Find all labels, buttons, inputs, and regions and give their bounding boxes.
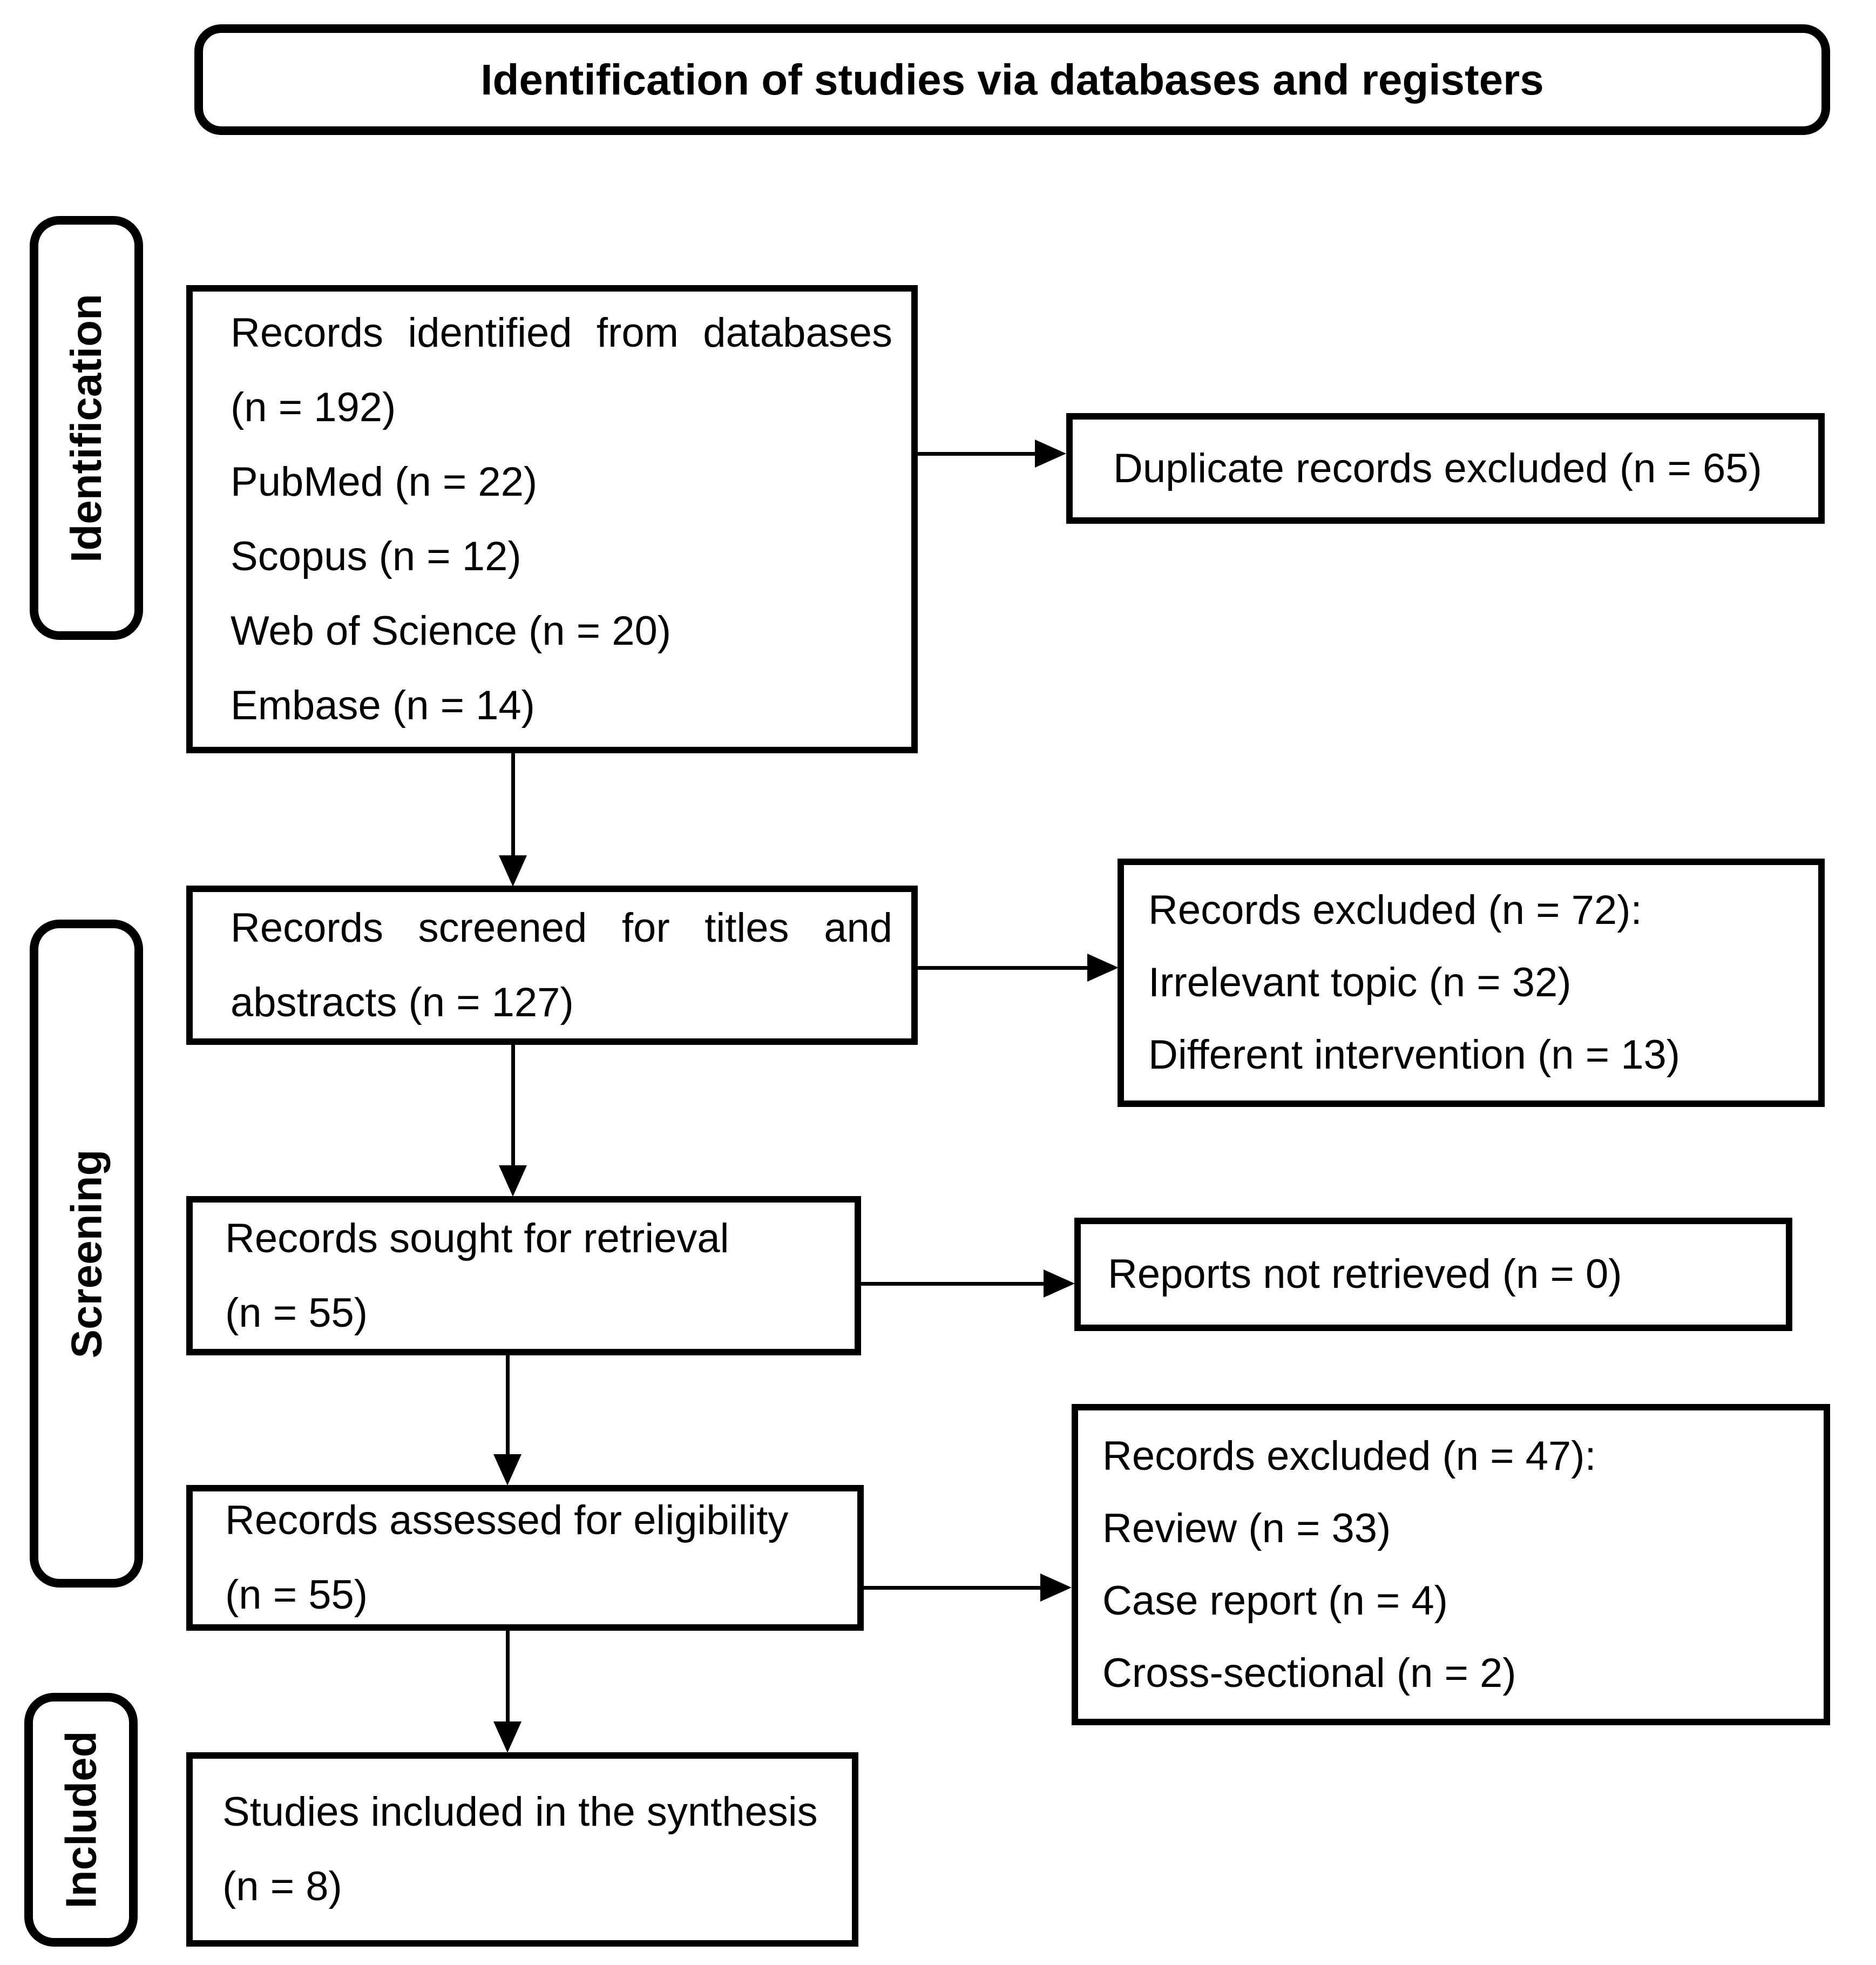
records-identified-box <box>186 285 918 753</box>
records-screened-text: Records screened for titles and abstracts (n = 127) <box>231 904 892 1025</box>
arrow-assessed-to-included-head-icon <box>493 1721 522 1753</box>
title-text: Identification of studies via databases and registers <box>480 55 1544 104</box>
reports-not-retrieved-text: Reports not retrieved (n = 0) <box>1108 1251 1622 1297</box>
stage-label-included <box>24 1693 138 1947</box>
arrow-screened-to-excluded-stem <box>917 966 1088 970</box>
arrow-assessed-to-excluded-head-icon <box>1040 1574 1072 1602</box>
records-excluded-screening-box <box>1118 859 1825 1107</box>
arrow-identified-to-duplicates-stem <box>911 452 1037 456</box>
arrow-identified-to-screened-stem <box>511 753 515 857</box>
records-identified-scopus: Scopus (n = 12) <box>231 533 522 579</box>
records-identified-embase: Embase (n = 14) <box>231 682 535 728</box>
arrow-sought-to-notretrieved-head-icon <box>1044 1270 1075 1298</box>
records-identified-pubmed: PubMed (n = 22) <box>231 458 538 505</box>
duplicates-excluded-text: Duplicate records excluded (n = 65) <box>1113 445 1762 491</box>
records-excluded-different: Different intervention (n = 13) <box>1148 1032 1681 1078</box>
studies-included-text: Studies included in the synthesis (n = 8) <box>222 1789 818 1909</box>
stage-label-included-text: Included <box>57 1731 105 1909</box>
arrow-sought-to-notretrieved-stem <box>860 1282 1045 1286</box>
arrow-screened-to-sought-head-icon <box>499 1165 527 1197</box>
arrow-assessed-to-excluded-stem <box>863 1586 1042 1590</box>
records-screened-box <box>186 886 918 1045</box>
records-identified-main: Records identified from databases (n = 192) <box>231 309 892 430</box>
arrow-screened-to-excluded-head-icon <box>1087 954 1119 982</box>
arrow-screened-to-sought-stem <box>511 1045 515 1167</box>
records-excluded-casereport: Case report (n = 4) <box>1102 1577 1448 1624</box>
records-excluded-eligibility-box <box>1072 1404 1830 1725</box>
reports-not-retrieved-box <box>1074 1218 1792 1331</box>
records-excluded-review: Review (n = 33) <box>1102 1505 1391 1551</box>
records-sought-text: Records sought for retrieval (n = 55) <box>225 1215 729 1336</box>
records-excluded-crosssectional: Cross-sectional (n = 2) <box>1102 1650 1516 1696</box>
arrow-identified-to-screened-head-icon <box>499 855 527 887</box>
stage-label-identification-text: Identification <box>62 293 110 563</box>
arrow-sought-to-assessed-stem <box>506 1355 510 1456</box>
stage-label-screening-text: Screening <box>62 1149 111 1358</box>
records-assessed-text: Records assessed for eligibility (n = 55) <box>225 1497 789 1618</box>
studies-included-box <box>186 1752 858 1947</box>
arrow-identified-to-duplicates-head-icon <box>1035 440 1066 468</box>
duplicates-excluded-box <box>1066 413 1825 524</box>
arrow-sought-to-assessed-head-icon <box>493 1454 522 1485</box>
records-excluded-screening-title: Records excluded (n = 72): <box>1148 887 1642 933</box>
records-excluded-eligibility-title: Records excluded (n = 47): <box>1102 1433 1596 1479</box>
records-identified-wos: Web of Science (n = 20) <box>231 607 672 654</box>
arrow-assessed-to-included-stem <box>506 1631 510 1723</box>
records-sought-box <box>186 1196 861 1355</box>
stage-label-screening <box>30 920 143 1588</box>
title-banner <box>194 24 1830 135</box>
records-excluded-irrelevant: Irrelevant topic (n = 32) <box>1148 960 1572 1005</box>
records-assessed-box <box>186 1485 864 1631</box>
stage-label-identification <box>30 216 143 640</box>
